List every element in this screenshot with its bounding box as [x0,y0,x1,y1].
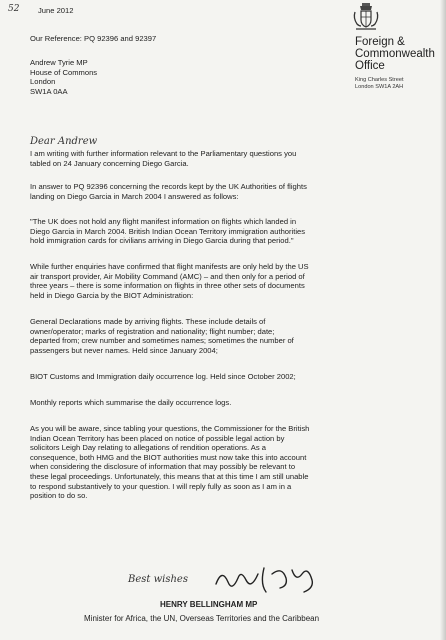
signer-title: Minister for Africa, the UN, Overseas Territories and the Caribbean [84,614,320,623]
text-line: tabled on 24 January concerning Diego Garcia. [30,158,189,168]
text-line: solicitors Leigh Day relating to allegations of rendition operations. As a [30,443,266,453]
text-line: position to do so. [30,491,88,501]
text-line: Indian Ocean Territory has been placed on notice of possible legal action by [30,433,285,443]
text-line: Diego Garcia in March 2004. British Indian Ocean Territory immigration authorities [30,226,306,236]
paragraph-general-declarations [30,317,420,355]
handwritten-salutation: Dear Andrew [30,136,98,147]
signer-name: HENRY BELLINGHAM MP [160,600,258,609]
text-line: landing on Diego Garcia in March 2004 I answered as follows: [30,191,239,201]
org-name-line-2: Commonwealth [355,48,435,60]
text-line: when considering the disclosure of information that may possibly be relevant to [30,462,296,472]
org-name-line-3: Office [355,60,385,72]
text-line: While further enquiries have confirmed that flight manifests are only held by the US [30,262,309,271]
text-line: consequence, both HMG and the BIOT authorities must now take this into account [30,452,307,462]
letter-date: June 2012 [38,6,74,15]
recipient-line: House of Commons [30,67,98,77]
text-line: passengers but never names. Held since January 2004; [30,345,218,355]
text-line: air transport provider, Air Mobility Command (AMC) – and then only for a period of [30,271,305,281]
recipient-line: Andrew Tyrie MP [30,58,88,67]
paragraph-pq-answer [30,182,420,201]
org-address-line-1: King Charles Street [355,77,404,83]
paragraph-customs-log [30,372,420,382]
recipient-line: London [30,77,56,87]
org-name-line-1: Foreign & [355,36,405,48]
text-line: As you will be aware, since tabling your questions, the Commissioner for the British [30,424,310,433]
paragraph-legal-action [30,424,420,501]
text-line: these legal proceedings. Unfortunately, this means that at this time I am still unable [30,471,309,481]
text-line: owner/operator; marks of registration and nationality; flight number; date; [30,326,275,336]
page-edge-shadow [440,0,446,640]
royal-coat-of-arms-icon [352,2,380,32]
text-line: to respond substantively to your question. I will reply fully as soon as I am in a [30,481,292,491]
text-line: I am writing with further information relevant to the Parliamentary questions you [30,149,297,158]
text-line: departed from; crew number and sometimes names; sometimes the number of [30,336,294,346]
text-line: BIOT Customs and Immigration daily occurrence log. Held since October 2002; [30,372,296,381]
recipient-address [30,58,420,96]
text-line: three years – there is some information on flights in three other sets of documents [30,281,305,291]
signature-mark [210,562,320,598]
org-address-line-2: London SW1A 2AH [355,84,404,90]
recipient-line: SW1A 0AA [30,86,68,96]
our-reference: Our Reference: PQ 92396 and 92397 [30,34,157,43]
paragraph-monthly-reports [30,398,420,408]
text-line: hold immigration cards for civilians arriving in Diego Garcia during that period." [30,236,294,246]
handwritten-closing: Best wishes [128,574,188,585]
paragraph-further-enquiries [30,262,420,300]
text-line: In answer to PQ 92396 concerning the records kept by the UK Authorities of flights [30,182,307,191]
text-line: General Declarations made by arriving flights. These include details of [30,317,266,326]
text-line: Monthly reports which summarise the daily occurrence logs. [30,398,232,407]
paragraph-intro [30,149,420,168]
paragraph-quote [30,217,420,246]
handwritten-page-number: 52 [8,4,20,14]
text-line: "The UK does not hold any flight manifest information on flights which landed in [30,217,297,226]
text-line: held in Diego Garcia by the BIOT Administration: [30,290,194,300]
